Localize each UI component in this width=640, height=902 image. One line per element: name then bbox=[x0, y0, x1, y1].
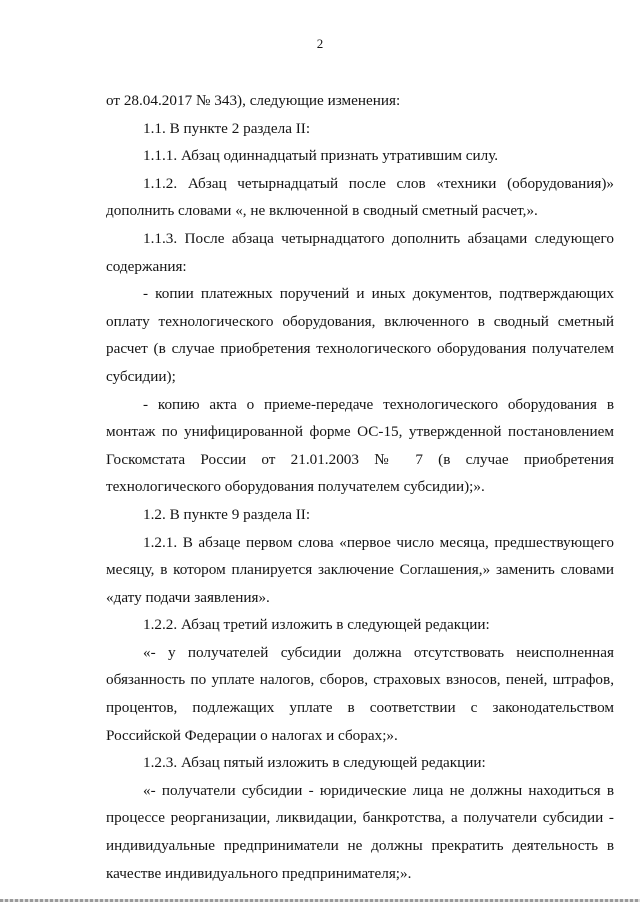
paragraph-1-2: 1.2. В пункте 9 раздела II: bbox=[143, 505, 311, 523]
paragraph-intro: от 28.04.2017 № 343), следующие изменения: bbox=[106, 92, 401, 109]
paragraph-list-item-payments: - копии платежных поручений и иных документов, подтверждающих оплату технологического оборудования, включенного в сводный сметный расчет (в случае приобретения технологического оборудования получателем субсидии); bbox=[106, 285, 614, 385]
paragraph-quote-taxes: «- у получателей субсидии должна отсутствовать неисполненная обязанность по уплате налогов, сборов, страховых взносов, пеней, штрафов, процентов, подлежащих уплате в соответствии с законодательством Российской Федерации о налогах и сборах;». bbox=[106, 643, 614, 744]
page-number: 2 bbox=[316, 36, 324, 51]
paragraph-list-item-act: - копию акта о приеме-передаче технологического оборудования в монтаж по унифицированной форме ОС-15, утвержденной постановлением Госкомстата России от 21.01.2003 № 7 (в случае приобретения технологического оборудования получателем субсидии);». bbox=[106, 395, 614, 496]
paragraph-quote-reorganization: «- получатели субсидии - юридические лица не должны находиться в процессе реорганизации, ликвидации, банкротства, а получатели субсидии - индивидуальные предприниматели не должны прекратить деятельность в качестве индивидуального предпринимателя;». bbox=[106, 781, 614, 882]
paragraph-1-1: 1.1. В пункте 2 раздела II: bbox=[143, 119, 311, 137]
paragraph-1-1-1: 1.1.1. Абзац одиннадцатый признать утратившим силу. bbox=[143, 147, 499, 165]
paragraph-1-2-1: 1.2.1. В абзаце первом слова «первое число месяца, предшествующего месяцу, в котором планируется заключение Соглашения,» заменить словами «дату подачи заявления». bbox=[106, 533, 614, 606]
paragraph-1-2-3: 1.2.3. Абзац пятый изложить в следующей редакции: bbox=[143, 754, 486, 772]
paragraph-1-1-2: 1.1.2. Абзац четырнадцатый после слов «техники (оборудования)» дополнить словами «, не включенной в сводный сметный расчет,». bbox=[106, 174, 614, 220]
paragraph-1-2-2: 1.2.2. Абзац третий изложить в следующей редакции: bbox=[143, 616, 490, 634]
document-body bbox=[106, 87, 614, 887]
paragraph-1-1-3: 1.1.3. После абзаца четырнадцатого дополнить абзацами следующего содержания: bbox=[106, 229, 614, 275]
